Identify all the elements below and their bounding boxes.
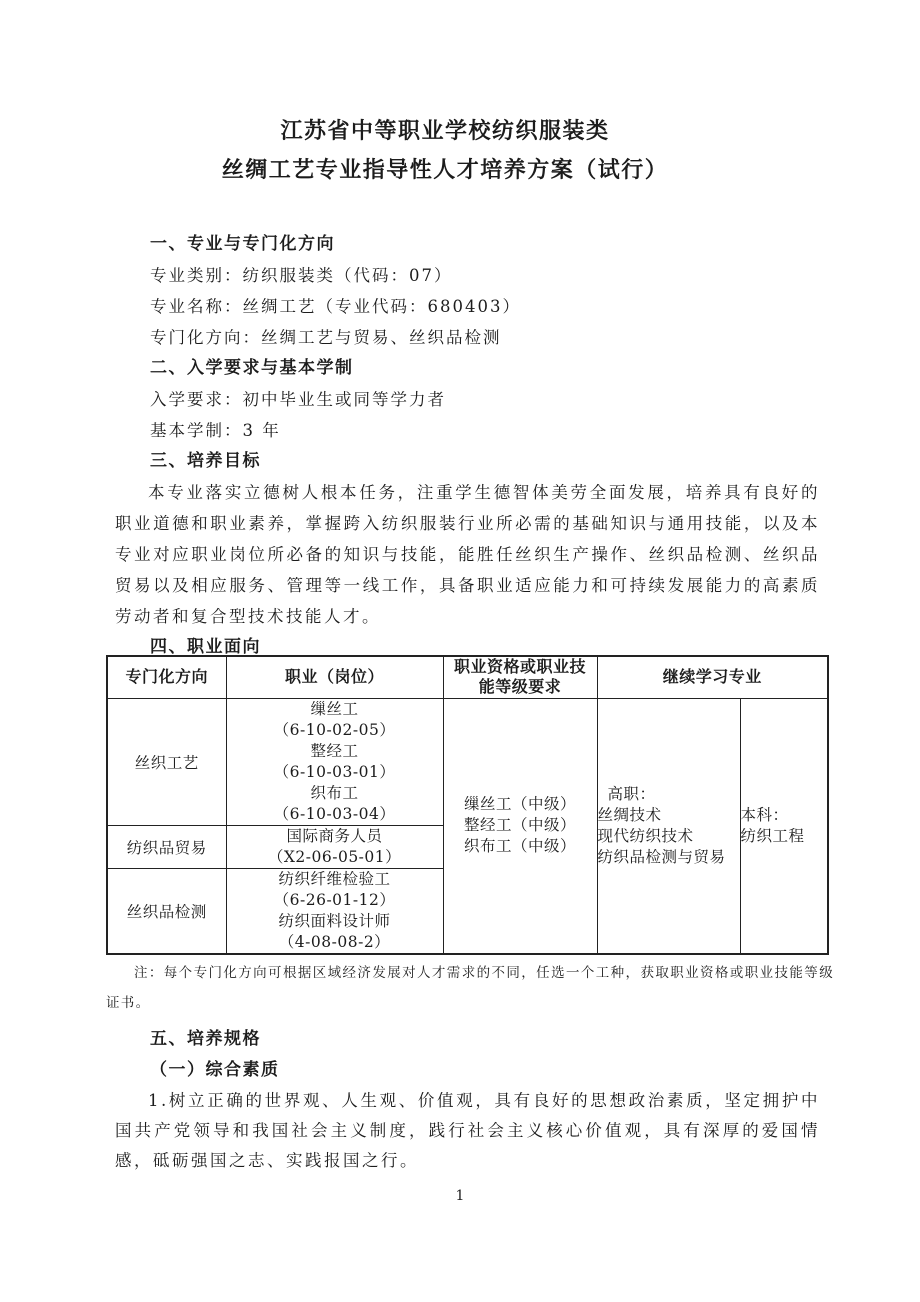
text-line: （6-26-01-12）	[273, 890, 396, 909]
document-title	[0, 112, 890, 190]
career-table	[106, 655, 829, 955]
table-row	[107, 698, 828, 825]
text-line: 丝绸技术	[597, 805, 662, 824]
text-line: 基本学制：3 年	[150, 421, 281, 440]
text-line: 纺织面料设计师	[278, 911, 391, 930]
header-direction: 专门化方向	[107, 656, 226, 698]
table-note: 注：每个专门化方向可根据区域经济发展对人才需求的不同，任选一个工种，获取职业资格或职业技能等级证书。	[106, 965, 834, 1011]
table-header-row	[107, 656, 828, 698]
text-line: 纺织品检测与贸易	[597, 847, 726, 866]
cell-direction-2: 纺织品贸易	[107, 825, 226, 868]
cell-direction-1: 丝织工艺	[107, 698, 226, 825]
header-further-study: 继续学习专业	[597, 656, 828, 698]
section-1-lines	[0, 260, 920, 353]
text-line: 专业名称：丝绸工艺（专业代码：680403）	[150, 297, 521, 316]
cell-further-study-college	[597, 698, 740, 954]
cell-direction-3: 丝织品检测	[107, 868, 226, 954]
text-line: 专门化方向：丝绸工艺与贸易、丝织品检测	[150, 328, 502, 347]
text-line: 整经工（中级）	[463, 816, 576, 835]
text-line: 纺织工程	[740, 826, 805, 845]
section-heading-1: 一、专业与专门化方向	[150, 234, 335, 254]
training-objective-paragraph: 本专业落实立德树人根本任务，注重学生德智体美劳全面发展，培养具有良好的职业道德和职业素养，掌握跨入纺织服装行业所必需的基础知识与通用技能，以及本专业对应职业岗位所必备的知识与技能，能胜任丝织生产操作、丝织品检测、丝织品贸易以及相应服务、管理等一线工作，具备职业适应能力和可持续发展能力的高素质劳动者和复合型技术技能人才。	[115, 483, 820, 626]
text-line: （X2-06-05-01）	[267, 847, 402, 866]
text-line: 缫丝工（中级）	[463, 795, 576, 814]
text-line: 入学要求：初中毕业生或同等学力者	[150, 390, 446, 409]
text-line: （6-10-03-01）	[273, 762, 396, 781]
text-line: 本科：	[740, 805, 789, 824]
cell-jobs-3	[226, 868, 443, 954]
text-line: 高职：	[607, 784, 656, 803]
text-line: 织布工（中级）	[463, 837, 576, 856]
page-number: 1	[455, 1188, 465, 1204]
text-line: 缫丝工	[310, 699, 359, 718]
section-2-lines	[0, 384, 920, 446]
text-line: 织布工	[310, 783, 359, 802]
cell-further-study-university	[740, 698, 828, 954]
text-line: 专业类别：纺织服装类（代码：07）	[150, 266, 453, 285]
cell-qualifications	[443, 698, 597, 954]
text-line: 现代纺织技术	[597, 826, 694, 845]
section-heading-3: 三、培养目标	[150, 451, 261, 471]
section-5-subheading: （一）综合素质	[150, 1060, 280, 1080]
career-table-container	[106, 655, 829, 955]
section-heading-5: 五、培养规格	[150, 1029, 261, 1049]
document-body-lower	[0, 1024, 920, 1176]
header-jobs: 职业（岗位）	[226, 656, 443, 698]
text-line: （6-10-02-05）	[273, 720, 396, 739]
comprehensive-quality-paragraph: 1.树立正确的世界观、人生观、价值观，具有良好的思想政治素质，坚定拥护中国共产党领导和我国社会主义制度，践行社会主义核心价值观，具有深厚的爱国情感，砥砺强国之志、实践报国之行。	[115, 1091, 820, 1170]
cell-jobs-1	[226, 698, 443, 825]
text-line: 整经工	[310, 741, 359, 760]
text-line: （6-10-03-04）	[273, 804, 396, 823]
text-line: 国际商务人员	[286, 826, 383, 845]
doc-title-line-1: 江苏省中等职业学校纺织服装类	[280, 119, 610, 144]
header-qualification: 职业资格或职业技能等级要求	[443, 656, 597, 698]
doc-title-line-2: 丝绸工艺专业指导性人才培养方案（试行）	[221, 158, 669, 183]
section-heading-4: 四、职业面向	[150, 637, 261, 657]
section-heading-2: 二、入学要求与基本学制	[150, 358, 354, 378]
document-body-upper	[0, 229, 920, 663]
cell-jobs-2	[226, 825, 443, 868]
text-line: 纺织纤维检验工	[278, 869, 391, 888]
text-line: （4-08-08-2）	[278, 932, 391, 951]
